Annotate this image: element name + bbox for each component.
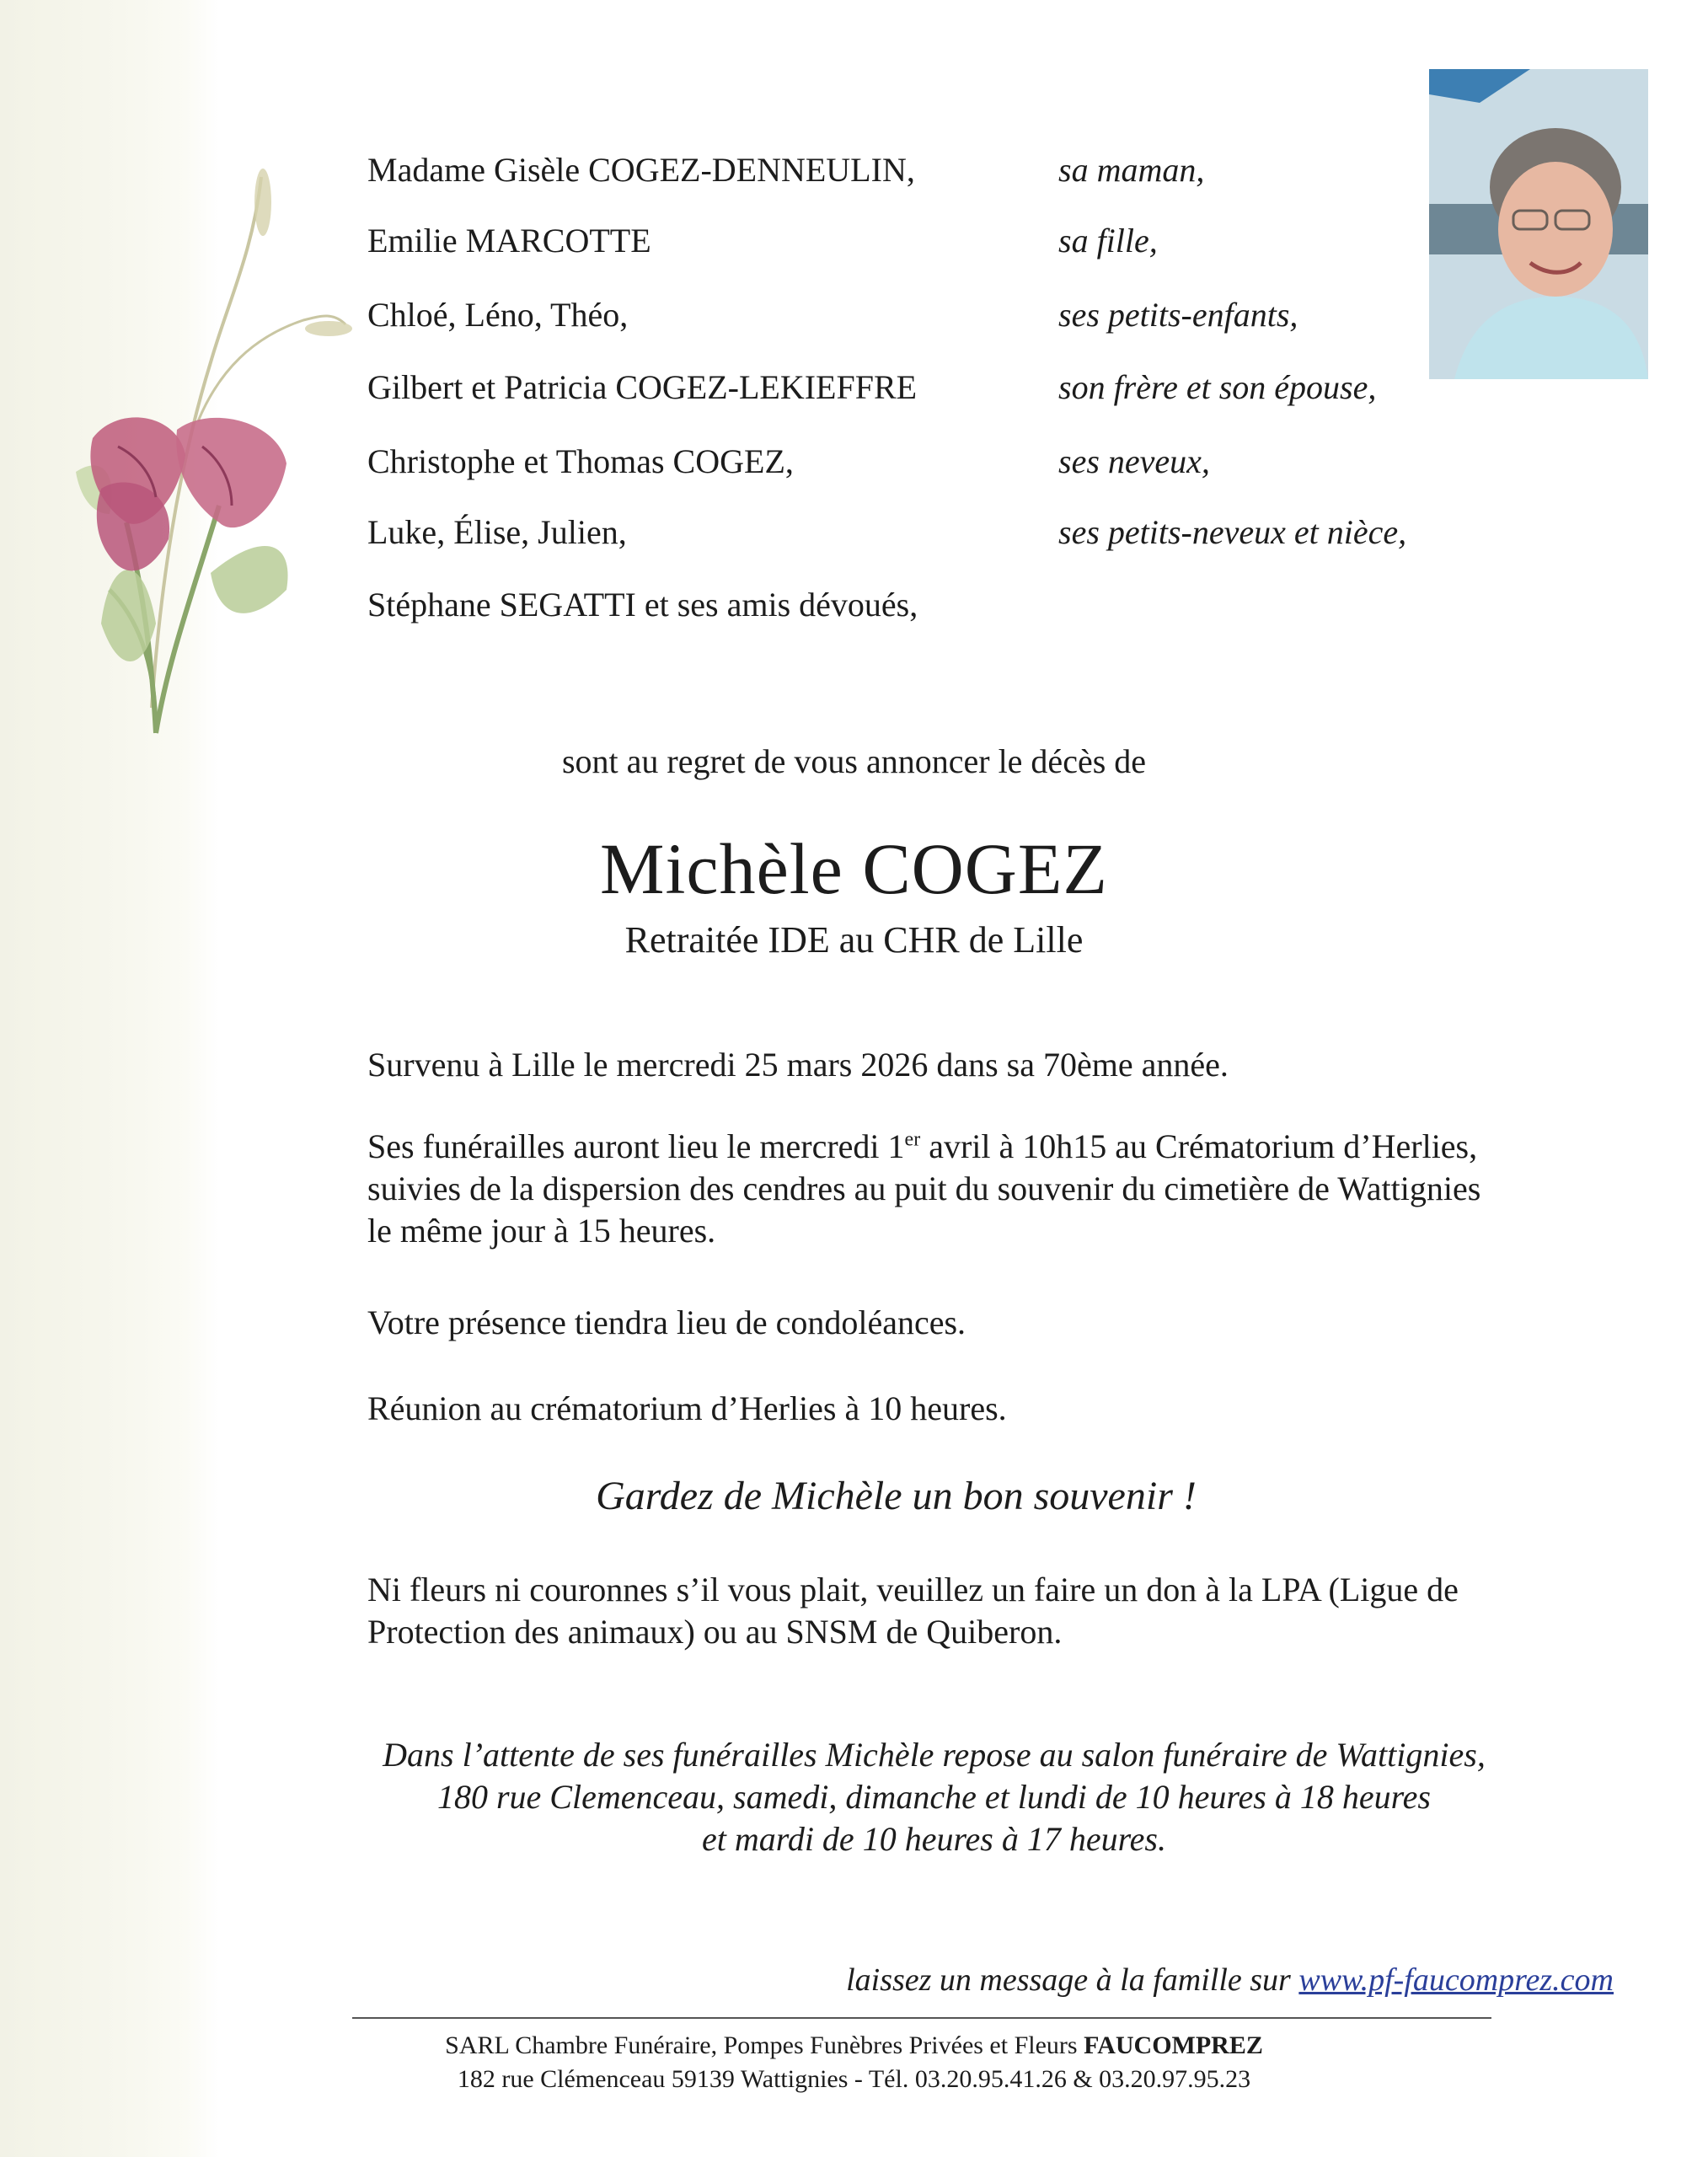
family-relation: sa maman, — [1058, 151, 1205, 189]
family-name: Stéphane SEGATTI et ses amis dévoués, — [367, 586, 918, 624]
family-name: Gilbert et Patricia COGEZ-LEKIEFFRE — [367, 368, 918, 406]
footer — [0, 2029, 1708, 2096]
family-relation: ses petits-enfants, — [1058, 296, 1298, 334]
footer-line-1: SARL Chambre Funéraire, Pompes Funèbres Privées et Fleurs FAUCOMPREZ — [445, 2031, 1263, 2059]
quote: Gardez de Michèle un bon souvenir ! — [596, 1474, 1197, 1518]
announcement: sont au regret de vous annoncer le décès de — [561, 742, 1147, 780]
footer-line-2: 182 rue Clémenceau 59139 Wattignies - Tél. 03.20.95.41.26 & 03.20.97.95.23 — [457, 2065, 1251, 2093]
reunion-line: Réunion au crématorium d’Herlies à 10 heures. — [367, 1389, 1007, 1427]
attente-paragraph — [80, 1734, 1708, 1860]
death-line: Survenu à Lille le mercredi 25 mars 2026 dans sa 70ème année. — [367, 1046, 1229, 1084]
funeral-line-2: suivies de la dispersion des cendres au puit du souvenir du cimetière de Wattignies — [367, 1169, 1481, 1207]
family-relation: ses petits-neveux et nièce, — [1058, 513, 1407, 551]
footer-divider — [352, 2017, 1491, 2019]
family-name: Chloé, Léno, Théo, — [367, 296, 629, 334]
message-line: laissez un message à la famille sur www.pf-faucomprez.com — [846, 1962, 1614, 1998]
flowers-line-1: Ni fleurs ni couronnes s’il vous plait, veuillez un faire un don à la LPA (Ligue de — [367, 1571, 1459, 1608]
flowers-paragraph — [367, 1569, 1631, 1653]
family-name: Madame Gisèle COGEZ-DENNEULIN, — [367, 151, 915, 189]
family-name: Luke, Élise, Julien, — [367, 513, 627, 551]
funeral-line-1: Ses funérailles auront lieu le mercredi 1er avril à 10h15 au Crématorium d’Herlies, — [367, 1127, 1478, 1165]
attente-line-1: Dans l’attente de ses funérailles Michèle repose au salon funéraire de Wattignies, — [383, 1736, 1486, 1774]
attente-line-2: 180 rue Clemenceau, samedi, dimanche et lundi de 10 heures à 18 heures — [436, 1778, 1431, 1816]
family-relation: son frère et son épouse, — [1058, 368, 1377, 406]
deceased-name: Michèle COGEZ — [600, 828, 1108, 909]
portrait-photo — [1429, 69, 1648, 379]
calla-lily-illustration — [51, 152, 354, 758]
flowers-line-2: Protection des animaux) ou au SNSM de Quiberon. — [367, 1613, 1063, 1651]
deceased-profession: Retraitée IDE au CHR de Lille — [624, 919, 1084, 961]
funeral-line-3: le même jour à 15 heures. — [367, 1212, 716, 1250]
website-link[interactable]: www.pf-faucomprez.com — [1298, 1962, 1614, 1998]
family-relation: ses neveux, — [1058, 442, 1210, 480]
family-name: Christophe et Thomas COGEZ, — [367, 442, 794, 480]
funeral-paragraph — [367, 1126, 1631, 1252]
attente-line-3: et mardi de 10 heures à 17 heures. — [701, 1820, 1166, 1858]
family-name: Emilie MARCOTTE — [367, 222, 651, 260]
family-relation: sa fille, — [1058, 222, 1158, 260]
presence-line: Votre présence tiendra lieu de condoléances. — [367, 1303, 966, 1341]
